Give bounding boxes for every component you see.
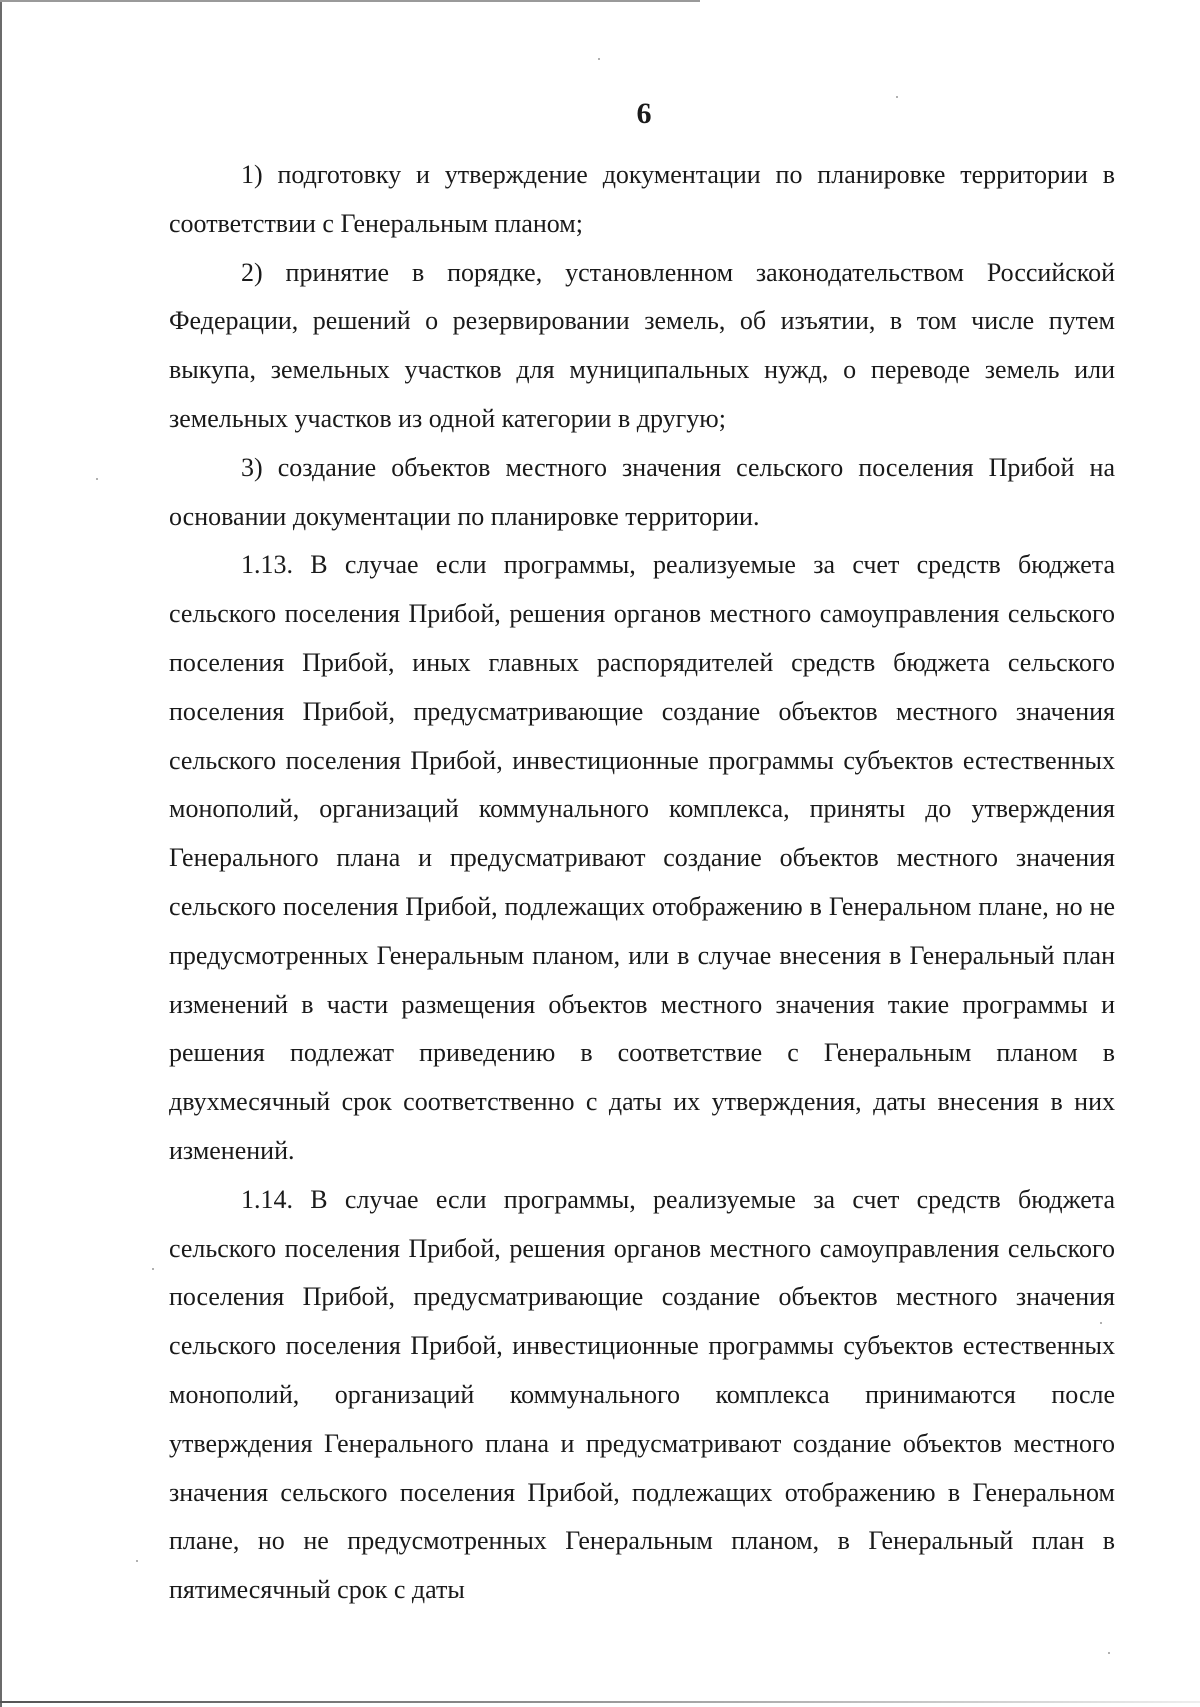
scan-speck <box>598 58 600 60</box>
scan-speck <box>152 1268 154 1270</box>
paragraph-clause-1-13: 1.13. В случае если программы, реализуемые за счет средств бюджета сельского поселения Прибой, решения органов местного самоуправления сельского поселения Прибой, иных главных распорядителей средств бюджета сельского поселения Прибой, предусматривающие создание объектов местного значения сельского поселения Прибой, инвестиционные программы субъектов естественных монополий, организаций коммунального комплекса, приняты до утверждения Генерального плана и предусматривают создание объектов местного значения сельского поселения Прибой, подлежащих отображению в Генеральном плане, но не предусмотренных Генеральным планом, или в случае внесения в Генеральный план изменений в части размещения объектов местного значения такие программы и решения подлежат приведению в соответствие с Генеральным планом в двухмесячный срок соответственно с даты их утверждения, даты внесения в них изменений. <box>169 550 1115 1165</box>
paragraph-item-3: 3) создание объектов местного значения сельского поселения Прибой на основании документации по планировке территории. <box>169 452 1115 531</box>
paragraph-item-1: 1) подготовку и утверждение документации по планировке территории в соответствии с Генеральным планом; <box>169 160 1115 238</box>
scan-left-edge <box>0 0 2 1707</box>
paragraph-item-2: 2) принятие в порядке, установленном законодательством Российской Федерации, решений о резервировании земель, об изъятии, в том числе путем выкупа, земельных участков для муниципальных нужд, о переводе земель или земельных участков из одной категории в другую; <box>169 257 1115 433</box>
scan-speck <box>1108 1652 1110 1654</box>
scan-top-edge <box>0 0 700 2</box>
scan-speck <box>96 478 98 480</box>
scan-speck <box>136 1560 138 1562</box>
paragraph-clause-1-14: 1.14. В случае если программы, реализуемые за счет средств бюджета сельского поселения Прибой, решения органов местного самоуправления сельского поселения Прибой, предусматривающие создание объектов местного значения сельского поселения Прибой, инвестиционные программы субъектов естественных монополий, организаций коммунального комплекса принимаются после утверждения Генерального плана и предусматривают создание объектов местного значения сельского поселения Прибой, подлежащих отображению в Генеральном плане, но не предусмотренных Генеральным планом, в Генеральный план в пятимесячный срок с даты <box>169 1184 1115 1605</box>
scan-bottom-edge <box>0 1701 1200 1703</box>
page-number: 6 <box>636 97 652 130</box>
document-body <box>169 151 1115 1615</box>
